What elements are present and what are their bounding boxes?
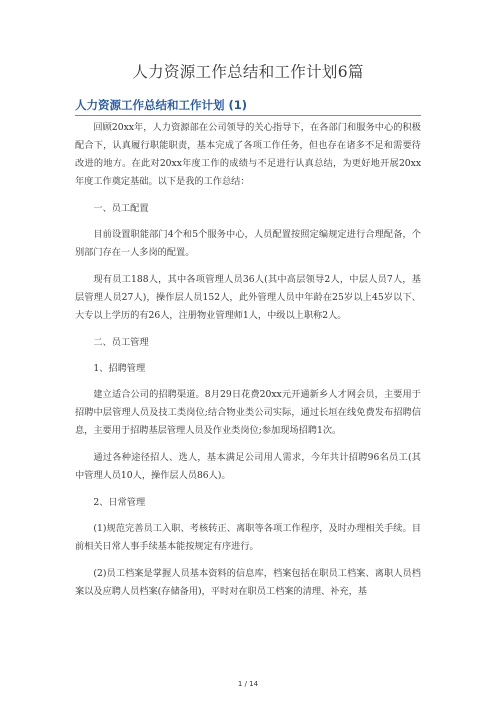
- section-divider: [75, 115, 421, 116]
- document-title: 人力资源工作总结和工作计划6篇: [132, 63, 364, 81]
- subheading-daily-management: 2、日常管理: [93, 497, 146, 508]
- body-paragraph: 建立适合公司的招聘渠道。8月29日花费20xx元开通新乡人才网会员，主要用于招聘中层管理人员及技工类岗位;结合物业类公司实际，通过长垣在线免费发布招聘信息，主要用于招聘基层管理人员及作业类岗位;参加现场招聘1次。: [75, 389, 421, 436]
- subheading-employee-management: 二、员工管理: [93, 337, 149, 348]
- body-paragraph: 目前设置职能部门4个和5个服务中心，人员配置按照定编规定进行合理配备，个别部门存在一人多岗的配置。: [75, 229, 421, 258]
- body-paragraph: (2)员工档案是掌握人员基本资料的信息库，档案包括在职员工档案、离职人员档案以及应聘人员档案(存储备用)，平时对在职员工档案的清理、补充，基: [75, 568, 421, 597]
- body-paragraph: 通过各种途径招人、选人，基本满足公司用人需求，今年共计招聘96名员工(其中管理人员10人，操作层人员86人)。: [75, 452, 421, 481]
- intro-paragraph: 回顾20xx年，人力资源部在公司领导的关心指导下，在各部门和服务中心的积极配合下，认真履行职能职责，基本完成了各项工作任务，但也存在诸多不足和需要待改进的地方。在此对20xx年度工作的成绩与不足进行认真总结，为更好地开展20xx年度工作奠定基础。以下是我的工作总结：: [75, 122, 421, 187]
- body-paragraph: (1)规范完善员工入职、考核转正、离职等各项工作程序，及时办理相关手续。目前相关日常人事手续基本能按规定有序进行。: [75, 523, 421, 552]
- body-paragraph: 现有员工188人，其中各项管理人员36人(其中高层领导2人，中层人员7人，基层管理人员27人)，操作层人员152人，此外管理人员中年龄在25岁以上45岁以下、大专以上学历的有26人，注册物业管理师1人，中级以上职称2人。: [75, 274, 421, 321]
- section-heading: 人力资源工作总结和工作计划 (1): [75, 98, 248, 112]
- page-number: 1 / 14: [237, 680, 259, 688]
- subheading-recruitment: 1、招聘管理: [93, 363, 146, 374]
- subheading-staffing: 一、员工配置: [93, 203, 149, 214]
- document-body: [75, 119, 421, 610]
